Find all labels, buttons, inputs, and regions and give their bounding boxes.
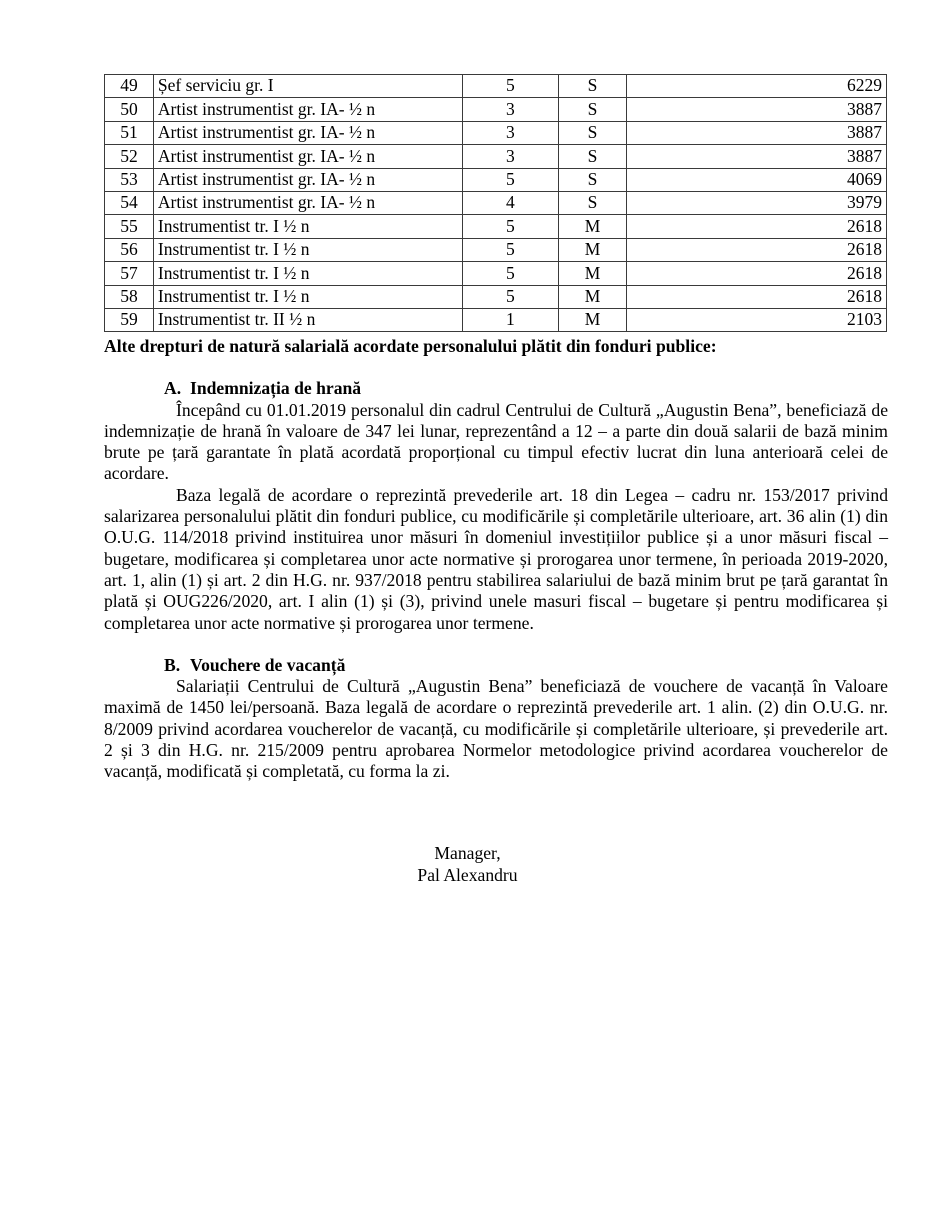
section-a-paragraph-1: Începând cu 01.01.2019 personalul din cadrul Centrului de Cultură „Augustin Bena”, beneficiază de indemnizație de hrană în valoare de 347 lei lunar, reprezentând a 12 – a parte din două salarii de bază minim brute pe țară garantate în plată acordată proporțional cu timpul efectiv lucrat din luna anterioară celei de acordare. [104,399,888,484]
cell-gradation: 3 [463,98,559,121]
cell-salary: 2618 [627,262,887,285]
signature-role: Manager, [434,843,501,863]
cell-gradation: 5 [463,285,559,308]
cell-gradation: 5 [463,215,559,238]
table-row [105,285,887,308]
cell-salary: 2103 [627,308,887,331]
cell-studies: M [558,215,627,238]
table-row [105,75,887,98]
cell-gradation: 5 [463,238,559,261]
spacer [104,634,888,655]
cell-nr: 55 [105,215,154,238]
table-row [105,308,887,331]
cell-position: Instrumentist tr. I ½ n [153,238,462,261]
cell-salary: 3887 [627,145,887,168]
cell-position: Șef serviciu gr. I [153,75,462,98]
cell-nr: 57 [105,262,154,285]
cell-position: Artist instrumentist gr. IA- ½ n [153,98,462,121]
table-row [105,98,887,121]
cell-salary: 4069 [627,168,887,191]
table-row [105,168,887,191]
table-row [105,121,887,144]
cell-nr: 56 [105,238,154,261]
cell-nr: 49 [105,75,154,98]
section-b-paragraph-1: Salariații Centrului de Cultură „Augustin Bena” beneficiază de vouchere de vacanță în Valoare maximă de 1450 lei/persoană. Baza legală de acordare o reprezintă prevederile art. 1 alin. (2) din O.U.G. nr. 8/2009 privind acordarea voucherelor de vacanță, cu modificările și completările ulterioare, și prevederile art. 2 și 3 din H.G. nr. 215/2009 pentru aprobarea Normelor metodologice privind acordarea voucherelor de vacanță, modificată și completată, cu forma la zi. [104,676,888,782]
cell-studies: M [558,262,627,285]
cell-studies: S [558,121,627,144]
cell-position: Artist instrumentist gr. IA- ½ n [153,191,462,214]
cell-gradation: 5 [463,75,559,98]
cell-studies: S [558,98,627,121]
cell-salary: 3887 [627,98,887,121]
cell-studies: S [558,191,627,214]
cell-studies: M [558,238,627,261]
cell-salary: 6229 [627,75,887,98]
cell-gradation: 1 [463,308,559,331]
cell-salary: 3979 [627,191,887,214]
signature-block [0,843,935,886]
cell-studies: M [558,285,627,308]
cell-position: Artist instrumentist gr. IA- ½ n [153,145,462,168]
cell-studies: M [558,308,627,331]
cell-gradation: 5 [463,262,559,285]
table-row [105,262,887,285]
cell-position: Instrumentist tr. I ½ n [153,285,462,308]
cell-nr: 52 [105,145,154,168]
salary-table [104,74,887,332]
cell-position: Instrumentist tr. I ½ n [153,215,462,238]
cell-salary: 2618 [627,215,887,238]
section-a-title: Indemnizația de hrană [190,378,362,399]
table-row [105,215,887,238]
table-row [105,145,887,168]
cell-nr: 58 [105,285,154,308]
cell-studies: S [558,168,627,191]
cell-gradation: 5 [463,168,559,191]
spacer [104,357,888,378]
cell-position: Artist instrumentist gr. IA- ½ n [153,121,462,144]
table-row [105,191,887,214]
cell-nr: 54 [105,191,154,214]
cell-nr: 59 [105,308,154,331]
section-a-paragraph-2: Baza legală de acordare o reprezintă prevederile art. 18 din Legea – cadru nr. 153/2017 privind salarizarea personalului plătit din fonduri publice, cu modificările și completările ulterioare, art. 36 alin (1) din O.U.G. 114/2018 privind instituirea unor măsuri în domeniul investițiilor publice și a unor măsuri fiscal – bugetare, modificarea și completarea unor acte normative și prorogarea unor termene, în perioada 2019-2020, art. 1, alin (1) și art. 2 din H.G. nr. 937/2018 pentru stabilirea salariului de bază minim brut pe țară garantat în plată și OUG226/2020, art. I alin (1) și (3), privind unele masuri fiscal – bugetare și pentru modificarea și completarea unor acte normative și prorogarea unor termene. [104,484,888,633]
cell-nr: 50 [105,98,154,121]
salary-table-body [105,75,887,332]
cell-salary: 2618 [627,285,887,308]
table-row [105,238,887,261]
section-b-letter: B. [164,654,181,675]
cell-salary: 3887 [627,121,887,144]
cell-position: Instrumentist tr. II ½ n [153,308,462,331]
other-rights-heading: Alte drepturi de natură salarială acordate personalului plătit din fonduri publice: [104,336,717,356]
cell-studies: S [558,75,627,98]
document-body [104,336,888,783]
section-a-heading [164,378,888,399]
cell-salary: 2618 [627,238,887,261]
cell-position: Artist instrumentist gr. IA- ½ n [153,168,462,191]
cell-gradation: 3 [463,145,559,168]
section-b-heading [164,655,888,676]
section-a-letter: A. [164,378,182,399]
cell-gradation: 3 [463,121,559,144]
section-b-title: Vouchere de vacanță [190,654,346,675]
cell-position: Instrumentist tr. I ½ n [153,262,462,285]
cell-studies: S [558,145,627,168]
signature-name: Pal Alexandru [417,864,518,885]
cell-gradation: 4 [463,191,559,214]
cell-nr: 53 [105,168,154,191]
cell-nr: 51 [105,121,154,144]
